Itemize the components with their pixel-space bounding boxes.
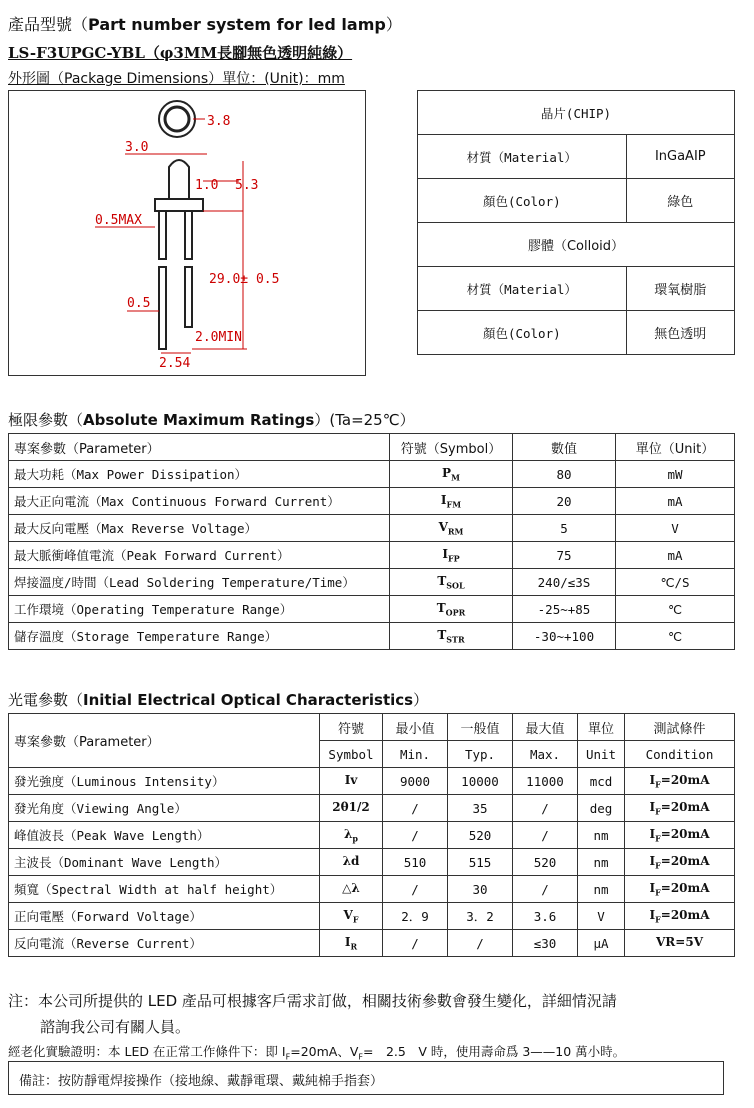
- param-cell: 發光角度（Viewing Angle）: [9, 795, 320, 822]
- condition-main: I: [649, 853, 656, 868]
- lead-left-lower: [159, 267, 166, 349]
- symbol-main: I: [442, 546, 448, 561]
- value-cell: 20: [513, 488, 616, 515]
- table-row: [9, 930, 735, 957]
- param-cell: 反向電流（Reverse Current）: [9, 930, 320, 957]
- typ-cell: /: [448, 930, 513, 957]
- symbol-cell: [390, 542, 513, 569]
- unit-cell: deg: [578, 795, 625, 822]
- lead-right-lower: [185, 267, 192, 327]
- symbol-sub: M: [451, 472, 460, 483]
- symbol-cell: [390, 515, 513, 542]
- chip-color-label: 顏色(Color): [418, 179, 627, 223]
- symbol-main: V: [438, 519, 448, 534]
- chip-color: 綠色: [626, 179, 734, 223]
- remark-box: 備註：按防靜電焊接操作（接地線、戴靜電環、戴純棉手指套）: [8, 1061, 724, 1095]
- param-cell: 發光強度（Luminous Intensity）: [9, 768, 320, 795]
- symbol-main: λ: [343, 826, 353, 841]
- symbol-main: T: [437, 627, 447, 642]
- max-cell: ≤30: [513, 930, 578, 957]
- condition-sub: F: [655, 833, 661, 844]
- symbol-sub: p: [352, 833, 358, 844]
- max-cell: 520: [513, 849, 578, 876]
- symbol-sub: OPR: [445, 607, 466, 618]
- table-row: [9, 569, 735, 596]
- unit-cell: ℃: [616, 623, 735, 650]
- unit-cell: nm: [578, 876, 625, 903]
- table-row: [9, 849, 735, 876]
- led-body: [169, 160, 189, 199]
- condition-main: I: [649, 772, 656, 787]
- condition-value: =20mA: [660, 799, 710, 814]
- value-cell: 80: [513, 461, 616, 488]
- condition-main: I: [649, 799, 656, 814]
- condition-sub: F: [655, 860, 661, 871]
- param-cell: 峰值波長（Peak Wave Length）: [9, 822, 320, 849]
- min-cell: 2．9: [383, 903, 448, 930]
- symbol-sub: R: [350, 941, 358, 952]
- max-cell: /: [513, 795, 578, 822]
- dim-1-0: 1.0: [195, 178, 219, 193]
- col-min-cn: 最小值: [383, 714, 448, 741]
- typ-cell: 520: [448, 822, 513, 849]
- condition-cell: [625, 768, 735, 795]
- table-row: [9, 488, 735, 515]
- value-cell: -25~+85: [513, 596, 616, 623]
- table-row: [9, 876, 735, 903]
- condition-main: I: [649, 880, 656, 895]
- condition-cell: [625, 822, 735, 849]
- condition-value: =20mA: [660, 826, 710, 841]
- table-row: [9, 822, 735, 849]
- col-value: 數值: [513, 434, 616, 461]
- col-unit: 單位（Unit）: [616, 434, 735, 461]
- abs-max-title: 極限參數（Absolute Maximum Ratings）(Ta=25℃）: [8, 411, 415, 429]
- note: 注：本公司所提供的 LED 產品可根據客戶需求訂做，相關技術參數會發生變化，詳細情況請 諮詢我公司有關人員。: [8, 992, 617, 1036]
- part-number: LS-F3UPGC-YBL（φ3MM長腳無色透明純綠）: [8, 44, 353, 62]
- value-cell: 75: [513, 542, 616, 569]
- col-symbol-en: Symbol: [320, 741, 383, 768]
- symbol-cell: [320, 876, 383, 903]
- dim-2-54: 2.54: [159, 356, 191, 371]
- colloid-material-label: 材質（Material）: [418, 267, 627, 311]
- abs-max-table: [8, 433, 735, 650]
- lead-right-upper: [185, 211, 192, 259]
- param-cell: 主波長（Dominant Wave Length）: [9, 849, 320, 876]
- dim-5-3: 5.3: [235, 178, 259, 193]
- colloid-color-label: 顏色(Color): [418, 311, 627, 355]
- col-max-en: Max.: [513, 741, 578, 768]
- col-param: 專案參數（Parameter）: [9, 714, 320, 768]
- unit-cell: V: [616, 515, 735, 542]
- condition-cell: [625, 930, 735, 957]
- param-cell: 最大脈衝峰值電流（Peak Forward Current）: [9, 542, 390, 569]
- unit-cell: mcd: [578, 768, 625, 795]
- col-symbol: 符號（Symbol）: [390, 434, 513, 461]
- unit-cell: ℃/S: [616, 569, 735, 596]
- typ-cell: 35: [448, 795, 513, 822]
- condition-main: I: [649, 907, 656, 922]
- symbol-sub: SOL: [446, 580, 465, 591]
- package-title: 外形圖（Package Dimensions）單位：(Unit)：mm: [8, 71, 345, 87]
- min-cell: /: [383, 795, 448, 822]
- unit-cell: nm: [578, 849, 625, 876]
- col-min-en: Min.: [383, 741, 448, 768]
- electro-table: [8, 713, 735, 957]
- symbol-main: I: [440, 492, 447, 507]
- table-row: [9, 623, 735, 650]
- unit-cell: V: [578, 903, 625, 930]
- symbol-cell: [320, 930, 383, 957]
- symbol-cell: [320, 903, 383, 930]
- condition-value: =20mA: [660, 907, 710, 922]
- symbol-cell: [320, 849, 383, 876]
- condition-sub: F: [655, 779, 661, 790]
- condition-cell: [625, 903, 735, 930]
- typ-cell: 30: [448, 876, 513, 903]
- min-cell: /: [383, 876, 448, 903]
- symbol-cell: [390, 596, 513, 623]
- lead-left-upper: [159, 211, 166, 259]
- symbol-main: T: [436, 600, 446, 615]
- symbol-cell: [390, 461, 513, 488]
- doc-title: 產品型號（Part number system for led lamp）: [8, 15, 402, 34]
- min-cell: 9000: [383, 768, 448, 795]
- symbol-main: Iv: [344, 772, 358, 787]
- col-typ-cn: 一般值: [448, 714, 513, 741]
- col-typ-en: Typ.: [448, 741, 513, 768]
- colloid-material: 環氧樹脂: [626, 267, 734, 311]
- max-cell: 3.6: [513, 903, 578, 930]
- max-cell: /: [513, 822, 578, 849]
- led-flange: [155, 199, 203, 211]
- dim-3-8: 3.8: [207, 114, 231, 129]
- condition-sub: F: [655, 806, 661, 817]
- col-unit-en: Unit: [578, 741, 625, 768]
- dim-0-5: 0.5: [127, 296, 151, 311]
- table-row: [9, 768, 735, 795]
- param-cell: 焊接溫度/時間（Lead Soldering Temperature/Time）: [9, 569, 390, 596]
- col-cond-cn: 測試條件: [625, 714, 735, 741]
- unit-cell: mA: [616, 542, 735, 569]
- symbol-cell: [390, 488, 513, 515]
- unit-cell: mA: [616, 488, 735, 515]
- symbol-main: P: [442, 465, 452, 480]
- symbol-cell: [320, 822, 383, 849]
- typ-cell: 10000: [448, 768, 513, 795]
- condition-value: =20mA: [660, 772, 710, 787]
- aging-statement: 經老化實驗證明：本 LED 在正常工作條件下：即 $I_F=20mA$、$V_F=$ 2.5 V 時，使用壽命爲 3——10 萬小時。: [8, 1044, 626, 1062]
- col-unit-cn: 單位: [578, 714, 625, 741]
- param-cell: 工作環境（Operating Temperature Range）: [9, 596, 390, 623]
- table-row: [9, 903, 735, 930]
- condition-cell: [625, 795, 735, 822]
- min-cell: /: [383, 822, 448, 849]
- material-table: [417, 90, 735, 355]
- symbol-sub: RM: [447, 526, 464, 537]
- typ-cell: 515: [448, 849, 513, 876]
- symbol-main: T: [437, 573, 447, 588]
- dim-2-0-min: 2.0MIN: [195, 330, 242, 345]
- param-cell: 儲存溫度（Storage Temperature Range）: [9, 623, 390, 650]
- electro-title: 光電參數（Initial Electrical Optical Characteristics）: [8, 691, 429, 709]
- package-drawing: [8, 90, 366, 376]
- table-row: [9, 596, 735, 623]
- unit-cell: nm: [578, 822, 625, 849]
- value-cell: 5: [513, 515, 616, 542]
- unit-cell: mW: [616, 461, 735, 488]
- colloid-header: 膠體（Colloid）: [418, 223, 735, 267]
- col-symbol-cn: 符號: [320, 714, 383, 741]
- unit-cell: μA: [578, 930, 625, 957]
- max-cell: 11000: [513, 768, 578, 795]
- col-cond-en: Condition: [625, 741, 735, 768]
- value-cell: -30~+100: [513, 623, 616, 650]
- dim-29: 29.0± 0.5: [209, 272, 280, 287]
- param-cell: 頻寬（Spectral Width at half height）: [9, 876, 320, 903]
- condition-cell: [625, 849, 735, 876]
- symbol-main: V: [343, 907, 353, 922]
- dim-3-0: 3.0: [125, 140, 149, 155]
- symbol-sub: F: [352, 914, 359, 925]
- param-cell: 最大反向電壓（Max Reverse Voltage）: [9, 515, 390, 542]
- symbol-sub: STR: [446, 634, 465, 645]
- symbol-sub: FM: [446, 499, 462, 510]
- condition-main: VR=5V: [656, 934, 703, 949]
- table-row: [9, 461, 735, 488]
- value-cell: 240/≤3S: [513, 569, 616, 596]
- max-cell: /: [513, 876, 578, 903]
- typ-cell: 3．2: [448, 903, 513, 930]
- param-cell: 正向電壓（Forward Voltage）: [9, 903, 320, 930]
- unit-cell: ℃: [616, 596, 735, 623]
- symbol-cell: [320, 768, 383, 795]
- condition-value: =20mA: [660, 880, 710, 895]
- dim-0-5-max: 0.5MAX: [95, 213, 142, 228]
- symbol-main: I: [344, 934, 351, 949]
- col-max-cn: 最大值: [513, 714, 578, 741]
- min-cell: 510: [383, 849, 448, 876]
- chip-header: 晶片(CHIP): [418, 91, 735, 135]
- condition-cell: [625, 876, 735, 903]
- min-cell: /: [383, 930, 448, 957]
- param-cell: 最大功耗（Max Power Dissipation）: [9, 461, 390, 488]
- symbol-cell: [390, 623, 513, 650]
- package-diagram: [9, 91, 365, 375]
- colloid-color: 無色透明: [626, 311, 734, 355]
- table-row: [9, 542, 735, 569]
- condition-main: I: [649, 826, 656, 841]
- symbol-main: 2θ1/2: [332, 799, 370, 814]
- led-top-inner: [165, 107, 189, 131]
- param-cell: 最大正向電流（Max Continuous Forward Current）: [9, 488, 390, 515]
- chip-material-label: 材質（Material）: [418, 135, 627, 179]
- symbol-sub: FP: [447, 553, 460, 564]
- chip-material: InGaAIP: [626, 135, 734, 179]
- condition-sub: F: [655, 914, 661, 925]
- symbol-main: λd: [342, 853, 360, 868]
- symbol-main: △λ: [342, 880, 360, 895]
- symbol-cell: [320, 795, 383, 822]
- condition-value: =20mA: [660, 853, 710, 868]
- symbol-cell: [390, 569, 513, 596]
- condition-sub: F: [655, 887, 661, 898]
- col-param: 專案參數（Parameter）: [9, 434, 390, 461]
- table-row: [9, 795, 735, 822]
- table-row: [9, 515, 735, 542]
